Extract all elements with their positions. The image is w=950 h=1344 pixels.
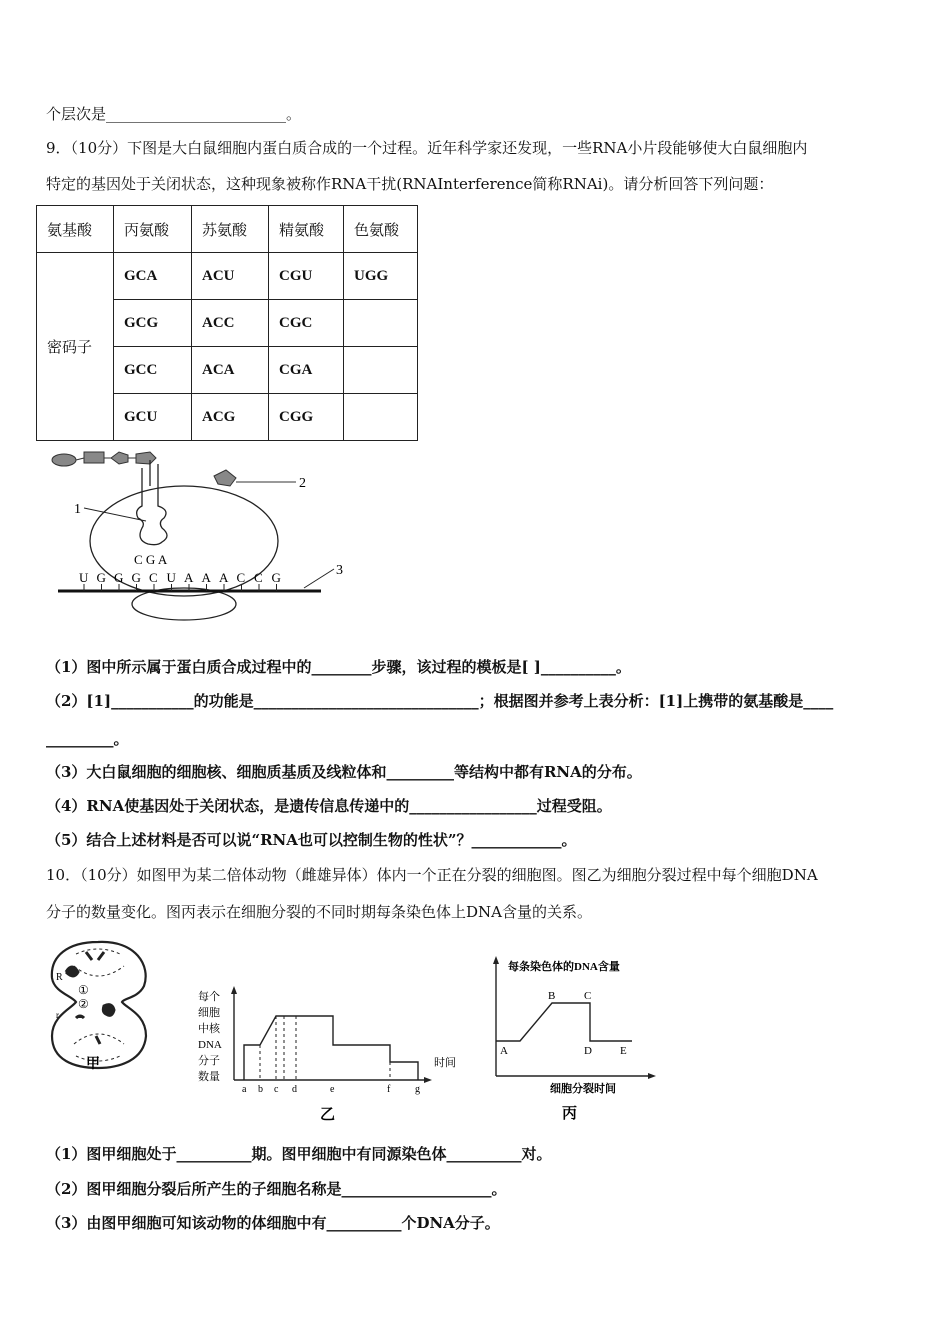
q9-stem-line-1: 9．（10分）下图是大白鼠细胞内蛋白质合成的一个过程。近年科学家还发现，一些RNA小片段能够使大白鼠细胞内 — [46, 139, 808, 157]
table-cell — [344, 394, 418, 441]
table-cell: GCA — [114, 253, 192, 300]
q9-sub-1: （1）图中所示属于蛋白质合成过程中的________步骤，该过程的模板是[ ]__________。 — [46, 658, 631, 676]
label-r: r — [56, 1010, 59, 1020]
y-label-line: 数量 — [198, 1071, 220, 1083]
table-cell: ACA — [192, 347, 269, 394]
trna — [137, 464, 167, 545]
anticodon-label: C G A — [134, 552, 168, 567]
caption-yi: 乙 — [320, 1107, 336, 1123]
q10-stem-line-1: 10．（10分）如图甲为某二倍体动物（雌雄异体）体内一个正在分裂的细胞图。图乙为细胞分裂过程中每个细胞DNA — [46, 866, 818, 884]
table-cell: CGU — [269, 253, 344, 300]
q10-stem-line-2: 分子的数量变化。图丙表示在细胞分裂的不同时期每条染色体上DNA含量的关系。 — [46, 903, 592, 921]
y-label-line: 细胞 — [198, 1007, 220, 1019]
q9-sub-2: （2）[1]___________的功能是______________________________；根据图并参考上表分析：[1]上携带的氨基酸是____ — [46, 692, 834, 710]
mrna-base: A — [219, 570, 229, 585]
x-axis-label: 时间 — [434, 1057, 456, 1069]
table-cell: CGA — [269, 347, 344, 394]
tick-e: e — [330, 1084, 335, 1095]
dna-content-line — [496, 1003, 632, 1041]
table-header-row — [37, 206, 418, 253]
q9-sub-2-cont: _________。 — [46, 730, 129, 748]
ribosome-small-subunit — [132, 588, 236, 620]
free-amino-acid — [214, 470, 236, 486]
table-header-cell: 氨基酸 — [37, 206, 114, 253]
y-axis-label — [198, 989, 222, 1083]
q9-stem-line-2: 特定的基因处于关闭状态，这种现象被称作RNA干扰(RNAInterference简称RNAi)。请分析回答下列问题： — [46, 175, 774, 193]
table-cell: GCU — [114, 394, 192, 441]
mrna-base: C — [149, 570, 158, 585]
mrna-base: C — [254, 570, 263, 585]
y-label-line: DNA — [198, 1039, 222, 1051]
point-C: C — [584, 990, 592, 1002]
q10-sub-3: （3）由图甲细胞可知该动物的体细胞中有__________个DNA分子。 — [46, 1214, 500, 1232]
table-cell: GCC — [114, 347, 192, 394]
label-circle-2: ② — [78, 997, 89, 1011]
row-label-cell: 密码子 — [37, 253, 114, 441]
mrna-base: A — [201, 570, 211, 585]
intro-line: 个层次是________________________。 — [46, 105, 302, 123]
table-header-cell: 精氨酸 — [269, 206, 344, 253]
tick-c: c — [274, 1084, 279, 1095]
amino-acid-diamond — [111, 452, 128, 464]
mrna-base: G — [271, 570, 281, 585]
y-label-line: 分子 — [198, 1055, 220, 1067]
mrna-base: G — [131, 570, 141, 585]
cell-figure-jia — [46, 936, 156, 1076]
y-label-line: 每个 — [198, 991, 220, 1003]
table-cell: ACC — [192, 300, 269, 347]
point-B: B — [548, 990, 556, 1002]
table-cell — [344, 347, 418, 394]
x-axis-label: 细胞分裂时间 — [550, 1083, 616, 1095]
table-header-cell: 苏氨酸 — [192, 206, 269, 253]
table-cell: ACU — [192, 253, 269, 300]
q10-sub-2: （2）图甲细胞分裂后所产生的子细胞名称是____________________。 — [46, 1180, 507, 1198]
y-label-line: 中核 — [198, 1023, 220, 1035]
amino-acid-square — [84, 452, 104, 463]
tick-b: b — [258, 1084, 263, 1095]
table-header-cell: 丙氨酸 — [114, 206, 192, 253]
dna-count-chart — [190, 978, 470, 1123]
amino-acid-oval — [52, 454, 76, 466]
label-1: 1 — [74, 502, 81, 517]
tick-a: a — [242, 1084, 247, 1095]
codon-table — [36, 205, 418, 441]
amino-acid-pentagon — [136, 452, 156, 464]
q9-sub-4: （4）RNA使基因处于关闭状态，是遗传信息传递中的_________________过程受阻。 — [46, 797, 612, 815]
table-cell: UGG — [344, 253, 418, 300]
chromosome — [66, 952, 104, 976]
tick-d: d — [292, 1084, 297, 1095]
table-header-cell: 色氨酸 — [344, 206, 418, 253]
point-E: E — [620, 1045, 627, 1057]
mrna-base: A — [184, 570, 194, 585]
mrna-base: U — [166, 570, 176, 585]
caption-jia: 甲 — [86, 1057, 100, 1072]
dna-count-line — [244, 1016, 418, 1080]
table-row — [37, 253, 418, 300]
label-circle-1: ① — [78, 983, 89, 997]
label-3: 3 — [336, 563, 343, 578]
dividing-cell-membrane — [52, 942, 146, 1068]
q9-sub-3: （3）大白鼠细胞的细胞核、细胞质基质及线粒体和_________等结构中都有RNA的分布。 — [46, 763, 642, 781]
point-D: D — [584, 1045, 592, 1057]
table-cell: CGG — [269, 394, 344, 441]
mrna-base: U — [79, 570, 89, 585]
q10-sub-1: （1）图甲细胞处于__________期。图甲细胞中有同源染色体__________对。 — [46, 1145, 552, 1163]
dna-per-chromosome-chart — [490, 950, 665, 1125]
caption-bing: 丙 — [562, 1106, 578, 1122]
table-cell — [344, 300, 418, 347]
table-cell: CGC — [269, 300, 344, 347]
tick-g: g — [415, 1084, 420, 1095]
label-2: 2 — [299, 476, 306, 491]
mrna-base: G — [96, 570, 106, 585]
label-R: R — [56, 972, 63, 983]
q9-sub-5: （5）结合上述材料是否可以说“RNA也可以控制生物的性状”？____________。 — [46, 831, 577, 849]
y-axis-label: 每条染色体的DNA含量 — [508, 961, 620, 973]
translation-diagram — [46, 446, 366, 631]
table-cell: ACG — [192, 394, 269, 441]
point-A: A — [500, 1045, 508, 1057]
table-cell: GCG — [114, 300, 192, 347]
tick-f: f — [387, 1084, 391, 1095]
mrna-base: C — [236, 570, 246, 585]
mrna-base: G — [114, 570, 124, 585]
